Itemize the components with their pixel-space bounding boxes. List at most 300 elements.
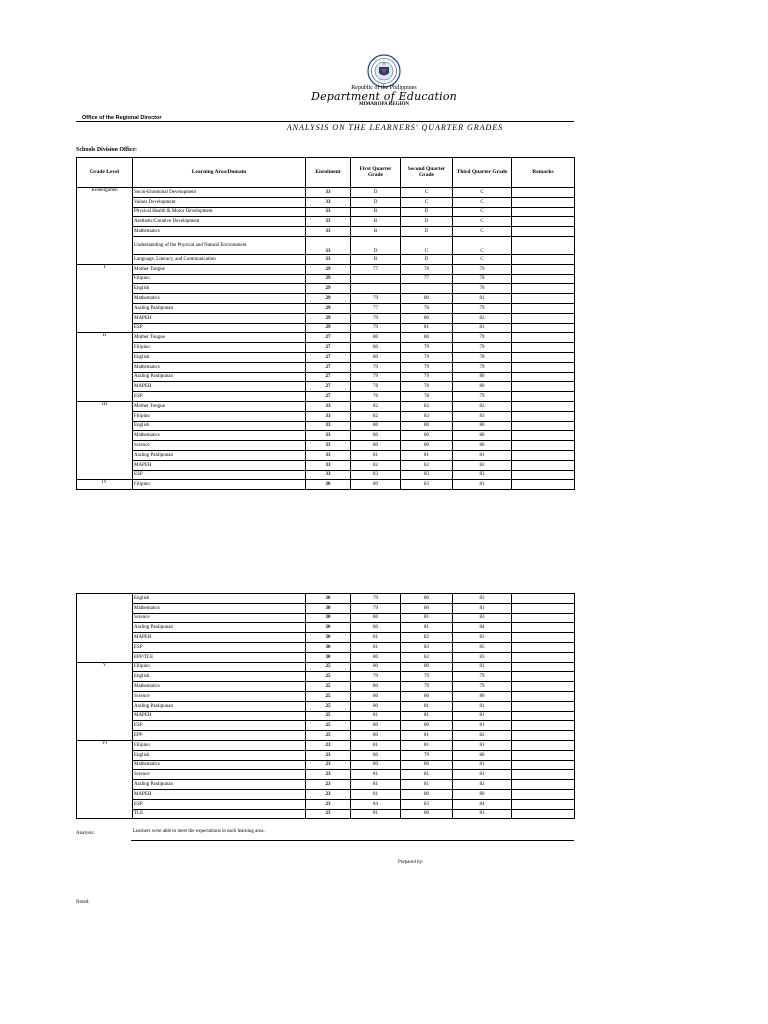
enrolment-cell: 29 [306, 313, 351, 323]
grade-level-cell [77, 227, 133, 237]
remarks-cell [512, 372, 575, 382]
second-quarter-cell: 81 [401, 780, 453, 790]
table-row [77, 303, 575, 313]
remarks-cell [512, 652, 575, 662]
table-row [77, 362, 575, 372]
first-quarter-cell: 79 [351, 372, 401, 382]
remarks-cell [512, 264, 575, 274]
third-quarter-cell: 82 [453, 731, 512, 741]
grade-level-cell [77, 382, 133, 392]
second-quarter-cell: 80 [401, 789, 453, 799]
first-quarter-cell: 82 [351, 401, 401, 411]
remarks-cell [512, 236, 575, 254]
learning-area-cell: Mathematics [133, 603, 306, 613]
second-quarter-cell: 80 [401, 594, 453, 604]
enrolment-cell: 29 [306, 264, 351, 274]
table-row [77, 603, 575, 613]
enrolment-cell: 23 [306, 789, 351, 799]
second-quarter-cell: 81 [401, 770, 453, 780]
third-quarter-cell: C [453, 197, 512, 207]
grade-level-cell [77, 323, 133, 333]
third-quarter-cell: 82 [453, 460, 512, 470]
remarks-cell [512, 401, 575, 411]
table-row [77, 701, 575, 711]
col-header-first-quarter: First Quarter Grade [351, 158, 401, 188]
first-quarter-cell: B [351, 207, 401, 217]
second-quarter-cell: 83 [401, 480, 453, 490]
first-quarter-cell: 79 [351, 313, 401, 323]
second-quarter-cell: 80 [401, 313, 453, 323]
third-quarter-cell: C [453, 227, 512, 237]
second-quarter-cell: 83 [401, 799, 453, 809]
first-quarter-cell: 80 [351, 682, 401, 692]
table-row [77, 227, 575, 237]
enrolment-cell: 29 [306, 303, 351, 313]
third-quarter-cell: 81 [453, 701, 512, 711]
third-quarter-cell: 79 [453, 362, 512, 372]
learning-area-cell: Mathematics [133, 431, 306, 441]
learning-area-cell: MAPEH [133, 313, 306, 323]
learning-area-cell: MAPEH [133, 382, 306, 392]
remarks-cell [512, 197, 575, 207]
remarks-cell [512, 721, 575, 731]
table-row [77, 207, 575, 217]
grade-level-cell [77, 780, 133, 790]
learning-area-cell: English [133, 594, 306, 604]
grade-level-cell [77, 343, 133, 353]
remarks-cell [512, 731, 575, 741]
remarks-cell [512, 362, 575, 372]
second-quarter-cell: 82 [401, 652, 453, 662]
learning-area-cell: Socio-Emotional Development [133, 188, 306, 198]
third-quarter-cell: 81 [453, 770, 512, 780]
grade-level-cell [77, 770, 133, 780]
learning-area-cell: ESP [133, 470, 306, 480]
col-header-third-quarter: Third Quarter Grade [453, 158, 512, 188]
grade-level-cell: IV [77, 480, 133, 490]
remarks-cell [512, 303, 575, 313]
grade-level-cell [77, 750, 133, 760]
remarks-cell [512, 382, 575, 392]
grade-level-cell [77, 411, 133, 421]
enrolment-cell: 30 [306, 633, 351, 643]
third-quarter-cell: 80 [453, 372, 512, 382]
remarks-cell [512, 207, 575, 217]
remarks-cell [512, 691, 575, 701]
prepared-by-label: Prepared by: [398, 860, 424, 865]
grade-level-cell [77, 352, 133, 362]
table-row [77, 682, 575, 692]
col-header-remarks: Remarks [512, 158, 575, 188]
analysis-underline [131, 840, 574, 841]
first-quarter-cell: 78 [351, 382, 401, 392]
second-quarter-cell: 79 [401, 682, 453, 692]
learning-area-cell: EPP [133, 731, 306, 741]
remarks-cell [512, 392, 575, 402]
grade-level-cell [77, 294, 133, 304]
second-quarter-cell: 82 [401, 460, 453, 470]
second-quarter-cell: C [401, 236, 453, 254]
remarks-cell [512, 352, 575, 362]
table-row [77, 799, 575, 809]
second-quarter-cell: 83 [401, 470, 453, 480]
table-row [77, 236, 575, 254]
grade-level-cell [77, 652, 133, 662]
remarks-cell [512, 254, 575, 264]
remarks-cell [512, 711, 575, 721]
grade-level-cell [77, 721, 133, 731]
enrolment-cell: 30 [306, 652, 351, 662]
second-quarter-cell: 76 [401, 264, 453, 274]
enrolment-cell: 33 [306, 421, 351, 431]
second-quarter-cell: D [401, 254, 453, 264]
learning-area-cell: Mother Tongue [133, 264, 306, 274]
third-quarter-cell: 81 [453, 711, 512, 721]
enrolment-cell: 23 [306, 740, 351, 750]
third-quarter-cell: 79 [453, 682, 512, 692]
grade-level-cell: III [77, 401, 133, 411]
enrolment-cell: 29 [306, 274, 351, 284]
third-quarter-cell: 83 [453, 470, 512, 480]
grade-level-cell [77, 284, 133, 294]
table-row [77, 672, 575, 682]
learning-area-cell: Filipino [133, 343, 306, 353]
table-row [77, 352, 575, 362]
first-quarter-cell: 81 [351, 770, 401, 780]
grade-level-cell [77, 274, 133, 284]
third-quarter-cell: 80 [453, 421, 512, 431]
learning-area-cell: English [133, 352, 306, 362]
remarks-cell [512, 313, 575, 323]
learning-area-cell: ESP [133, 799, 306, 809]
enrolment-cell: 33 [306, 207, 351, 217]
learning-area-cell: Mathematics [133, 760, 306, 770]
grade-level-cell [77, 789, 133, 799]
first-quarter-cell: D [351, 188, 401, 198]
table-row [77, 313, 575, 323]
remarks-cell [512, 789, 575, 799]
third-quarter-cell: 84 [453, 799, 512, 809]
grade-level-cell [77, 254, 133, 264]
third-quarter-cell: 78 [453, 274, 512, 284]
third-quarter-cell: 85 [453, 642, 512, 652]
first-quarter-cell: 81 [351, 789, 401, 799]
grade-level-cell [77, 760, 133, 770]
remarks-cell [512, 294, 575, 304]
table-row [77, 652, 575, 662]
enrolment-cell: 27 [306, 333, 351, 343]
third-quarter-cell: 83 [453, 652, 512, 662]
learning-area-cell: Science [133, 613, 306, 623]
table-row [77, 450, 575, 460]
noted-label: Noted: [76, 900, 90, 905]
first-quarter-cell: 80 [351, 691, 401, 701]
analysis-label: Analysis: [76, 831, 95, 836]
third-quarter-cell: 79 [453, 303, 512, 313]
table-row [77, 421, 575, 431]
first-quarter-cell: 80 [351, 431, 401, 441]
remarks-cell [512, 760, 575, 770]
grade-level-cell [77, 303, 133, 313]
learning-area-cell: English [133, 421, 306, 431]
enrolment-cell: 27 [306, 382, 351, 392]
remarks-cell [512, 421, 575, 431]
second-quarter-cell: C [401, 197, 453, 207]
first-quarter-cell: 81 [351, 711, 401, 721]
learning-area-cell: Science [133, 691, 306, 701]
second-quarter-cell: 81 [401, 740, 453, 750]
remarks-cell [512, 594, 575, 604]
grade-level-cell [77, 313, 133, 323]
learning-area-cell: MAPEH [133, 633, 306, 643]
table-row [77, 392, 575, 402]
enrolment-cell: 33 [306, 197, 351, 207]
grade-level-cell [77, 799, 133, 809]
remarks-cell [512, 323, 575, 333]
grades-table-page-1 [76, 157, 575, 490]
learning-area-cell: ESP [133, 323, 306, 333]
first-quarter-cell: B [351, 217, 401, 227]
learning-area-cell: TLE [133, 809, 306, 819]
second-quarter-cell: 78 [401, 392, 453, 402]
first-quarter-cell: 79 [351, 594, 401, 604]
second-quarter-cell: 79 [401, 372, 453, 382]
learning-area-cell: Understanding of the Physical and Natural Environment [133, 236, 306, 254]
enrolment-cell: 33 [306, 188, 351, 198]
first-quarter-cell: 79 [351, 603, 401, 613]
table-row [77, 633, 575, 643]
deped-seal-icon [367, 54, 401, 88]
second-quarter-cell: 80 [401, 333, 453, 343]
enrolment-cell: 27 [306, 392, 351, 402]
table-row [77, 264, 575, 274]
third-quarter-cell: 83 [453, 411, 512, 421]
second-quarter-cell: 79 [401, 672, 453, 682]
second-quarter-cell: 80 [401, 691, 453, 701]
second-quarter-cell: 80 [401, 662, 453, 672]
third-quarter-cell: 82 [453, 780, 512, 790]
third-quarter-cell: 82 [453, 633, 512, 643]
office-name: Office of the Regional Director [82, 115, 162, 121]
second-quarter-cell: 80 [401, 431, 453, 441]
enrolment-cell: 23 [306, 799, 351, 809]
learning-area-cell: Values Development [133, 197, 306, 207]
remarks-cell [512, 809, 575, 819]
second-quarter-cell: 80 [401, 809, 453, 819]
first-quarter-cell: 80 [351, 721, 401, 731]
remarks-cell [512, 633, 575, 643]
third-quarter-cell: 79 [453, 264, 512, 274]
learning-area-cell: Araling Panlipunan [133, 623, 306, 633]
table-row [77, 770, 575, 780]
table-row [77, 401, 575, 411]
table-row [77, 460, 575, 470]
first-quarter-cell: 81 [351, 780, 401, 790]
grade-level-cell [77, 682, 133, 692]
enrolment-cell: 25 [306, 721, 351, 731]
second-quarter-cell: 80 [401, 421, 453, 431]
third-quarter-cell: 82 [453, 313, 512, 323]
enrolment-cell: 25 [306, 711, 351, 721]
learning-area-cell: Aesthetic/Creative Development [133, 217, 306, 227]
remarks-cell [512, 470, 575, 480]
enrolment-cell: 23 [306, 809, 351, 819]
enrolment-cell: 30 [306, 613, 351, 623]
first-quarter-cell: 80 [351, 652, 401, 662]
second-quarter-cell: 79 [401, 352, 453, 362]
third-quarter-cell: 81 [453, 740, 512, 750]
second-quarter-cell: 81 [401, 613, 453, 623]
enrolment-cell: 30 [306, 594, 351, 604]
enrolment-cell: 23 [306, 780, 351, 790]
first-quarter-cell: 81 [351, 633, 401, 643]
enrolment-cell: 29 [306, 323, 351, 333]
enrolment-cell: 27 [306, 352, 351, 362]
remarks-cell [512, 740, 575, 750]
enrolment-cell: 33 [306, 401, 351, 411]
remarks-cell [512, 642, 575, 652]
grade-level-cell: V [77, 662, 133, 672]
table-row [77, 441, 575, 451]
third-quarter-cell: 81 [453, 809, 512, 819]
learning-area-cell: MAPEH [133, 460, 306, 470]
first-quarter-cell: 80 [351, 662, 401, 672]
learning-area-cell: English [133, 284, 306, 294]
first-quarter-cell: 80 [351, 750, 401, 760]
remarks-cell [512, 450, 575, 460]
third-quarter-cell: 79 [453, 343, 512, 353]
first-quarter-cell: B [351, 227, 401, 237]
learning-area-cell: MAPEH [133, 711, 306, 721]
first-quarter-cell: 80 [351, 333, 401, 343]
second-quarter-cell: 80 [401, 603, 453, 613]
table-row [77, 343, 575, 353]
remarks-cell [512, 217, 575, 227]
third-quarter-cell: C [453, 236, 512, 254]
remarks-cell [512, 188, 575, 198]
third-quarter-cell: 81 [453, 662, 512, 672]
second-quarter-cell: 82 [401, 401, 453, 411]
table-row [77, 431, 575, 441]
grade-level-cell [77, 691, 133, 701]
first-quarter-cell: 82 [351, 411, 401, 421]
third-quarter-cell: 81 [453, 760, 512, 770]
third-quarter-cell: 80 [453, 691, 512, 701]
learning-area-cell: ESP [133, 721, 306, 731]
table-row [77, 731, 575, 741]
second-quarter-cell: 78 [401, 382, 453, 392]
republic-text: Republic of the Philippines [351, 85, 417, 91]
remarks-cell [512, 460, 575, 470]
remarks-cell [512, 343, 575, 353]
learning-area-cell: ESP [133, 392, 306, 402]
remarks-cell [512, 284, 575, 294]
enrolment-cell: 33 [306, 217, 351, 227]
table-row [77, 274, 575, 284]
learning-area-cell: Araling Panlipunan [133, 450, 306, 460]
learning-area-cell: Araling Panlipunan [133, 372, 306, 382]
schools-division-label: Schools Division Office: [76, 147, 137, 153]
enrolment-cell: 23 [306, 750, 351, 760]
first-quarter-cell: B [351, 254, 401, 264]
table-row [77, 760, 575, 770]
third-quarter-cell: 81 [453, 721, 512, 731]
enrolment-cell: 33 [306, 411, 351, 421]
third-quarter-cell: 81 [453, 603, 512, 613]
first-quarter-cell: 84 [351, 799, 401, 809]
analysis-text: Learners were able to meet the expectations in each learning area. [133, 829, 265, 834]
grade-level-cell [77, 701, 133, 711]
col-header-learning-area: Learning Area/Domain [133, 158, 306, 188]
table-row [77, 411, 575, 421]
learning-area-cell: ESP [133, 642, 306, 652]
table-row [77, 780, 575, 790]
learning-area-cell: Mathematics [133, 682, 306, 692]
table-row [77, 623, 575, 633]
grade-level-cell [77, 207, 133, 217]
enrolment-cell: 33 [306, 254, 351, 264]
grade-level-cell [77, 450, 133, 460]
table-row [77, 382, 575, 392]
third-quarter-cell: 80 [453, 789, 512, 799]
learning-area-cell: Mathematics [133, 227, 306, 237]
learning-area-cell: Araling Panlipunan [133, 303, 306, 313]
grade-level-cell [77, 711, 133, 721]
enrolment-cell: 29 [306, 284, 351, 294]
remarks-cell [512, 431, 575, 441]
first-quarter-cell: 81 [351, 642, 401, 652]
grade-level-cell [77, 594, 133, 604]
learning-area-cell: Mother Tongue [133, 333, 306, 343]
second-quarter-cell: 81 [401, 450, 453, 460]
learning-area-cell: English [133, 672, 306, 682]
third-quarter-cell: 83 [453, 594, 512, 604]
enrolment-cell: 33 [306, 227, 351, 237]
first-quarter-cell: 79 [351, 323, 401, 333]
enrolment-cell: 33 [306, 431, 351, 441]
first-quarter-cell: 80 [351, 760, 401, 770]
table-row [77, 789, 575, 799]
first-quarter-cell: 81 [351, 809, 401, 819]
table-row [77, 711, 575, 721]
table-row [77, 372, 575, 382]
second-quarter-cell: 80 [401, 441, 453, 451]
second-quarter-cell: 79 [401, 750, 453, 760]
enrolment-cell: 23 [306, 770, 351, 780]
enrolment-cell: 25 [306, 672, 351, 682]
second-quarter-cell: 81 [401, 323, 453, 333]
enrolment-cell: 29 [306, 294, 351, 304]
grade-level-cell [77, 441, 133, 451]
col-header-grade-level: Grade Level [77, 158, 133, 188]
grade-level-cell [77, 633, 133, 643]
table-row [77, 470, 575, 480]
remarks-cell [512, 227, 575, 237]
enrolment-cell: 27 [306, 362, 351, 372]
third-quarter-cell: 82 [453, 401, 512, 411]
first-quarter-cell [351, 284, 401, 294]
remarks-cell [512, 662, 575, 672]
third-quarter-cell: 80 [453, 750, 512, 760]
learning-area-cell: Science [133, 441, 306, 451]
grade-level-cell: I [77, 264, 133, 274]
learning-area-cell: Filipino [133, 740, 306, 750]
enrolment-cell: 27 [306, 372, 351, 382]
table-row [77, 691, 575, 701]
grade-level-cell [77, 362, 133, 372]
first-quarter-cell: 80 [351, 441, 401, 451]
second-quarter-cell: 83 [401, 642, 453, 652]
